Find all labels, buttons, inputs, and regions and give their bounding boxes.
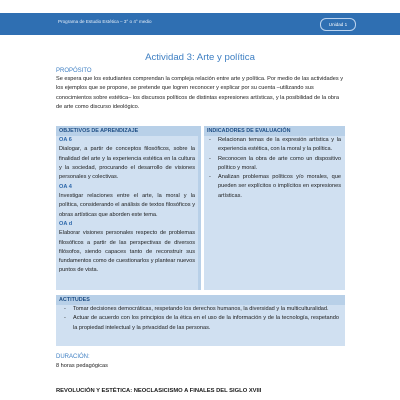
list-item: - Tomar decisiones democráticas, respetando los derechos humanos, la diversidad y la multiculturalidad. (61, 305, 339, 314)
duracion-value: 8 horas pedagógicas (56, 363, 108, 369)
oa-label: OA 4 (59, 183, 72, 190)
activity-title: Actividad 3: Arte y política (145, 52, 255, 63)
oa-label: OA 6 (59, 137, 72, 143)
list-item: - Actuar de acuerdo con los principios de la ética en el uso de la información y de la tecnología, respetando la propiedad intelectual y la privacidad de las personas. (61, 314, 339, 333)
actitudes-list (61, 305, 339, 333)
program-label: Programa de Estudio Estética – 3° o 4° medio (58, 19, 152, 24)
oa-text: Investigar relaciones entre el arte, la moral y la política, considerando el análisis de textos filosóficos y obras artísticas que aborden este tema. (59, 192, 195, 218)
oa-text: Dialogar, a partir de conceptos filosóficos, sobre la finalidad del arte y la experiencia estética en la cultura y la sociedad, procurando el desarrollo de visiones personales y colectivas. (59, 146, 195, 181)
objetivos-heading: OBJETIVOS DE APRENDIZAJE (56, 126, 201, 136)
actitudes-heading: ACTITUDES (56, 295, 345, 305)
list-item: - Relacionan temas de la expresión artística y la experiencia estética, con la moral y la política. (206, 136, 341, 155)
duracion-label: DURACIÓN: (56, 354, 90, 360)
indicadores-heading: INDICADORES DE EVALUACIÓN (204, 126, 345, 136)
oa-text: Elaborar visiones personales respecto de problemas filosóficos a partir de las perspectivas de diversos filósofos, siendo capaces tanto de reconstruir sus fundamentos como de cuestionarlos y plantear nuevos puntos de vista. (59, 230, 195, 274)
actitudes-panel (56, 295, 345, 346)
indicadores-list (206, 136, 341, 201)
oa-label: OA d (59, 220, 73, 227)
objetivos-panel (56, 126, 201, 290)
unit-badge: Unidad 1 (320, 18, 356, 31)
proposito-text: Se espera que los estudiantes comprendan la compleja relación entre arte y política. Por medio de las actividades y los ejemplos que se propone, se pretende que logren reconocer y explicar por su cuenta –utilizando sus conocimientos sobre estética– los discursos políticos de distintas expresiones artísticas, y la posibilidad de la obra de arte como discurso ideológico. (56, 76, 343, 111)
header-bar (0, 13, 400, 35)
section-title: REVOLUCIÓN Y ESTÉTICA: NEOCLASICISMO A FINALES DEL SIGLO XVIII (56, 388, 262, 394)
list-item: - Analizan problemas políticos y/o morales, que pueden ser explícitos o implícitos en expresiones artísticas. (206, 173, 341, 201)
proposito-label: PROPÓSITO (56, 68, 92, 74)
objetivos-body (56, 136, 198, 290)
indicadores-panel (204, 126, 345, 290)
indicadores-body (204, 136, 345, 290)
actitudes-body (56, 305, 345, 346)
list-item: - Reconocen la obra de arte como un dispositivo político y moral. (206, 155, 341, 174)
